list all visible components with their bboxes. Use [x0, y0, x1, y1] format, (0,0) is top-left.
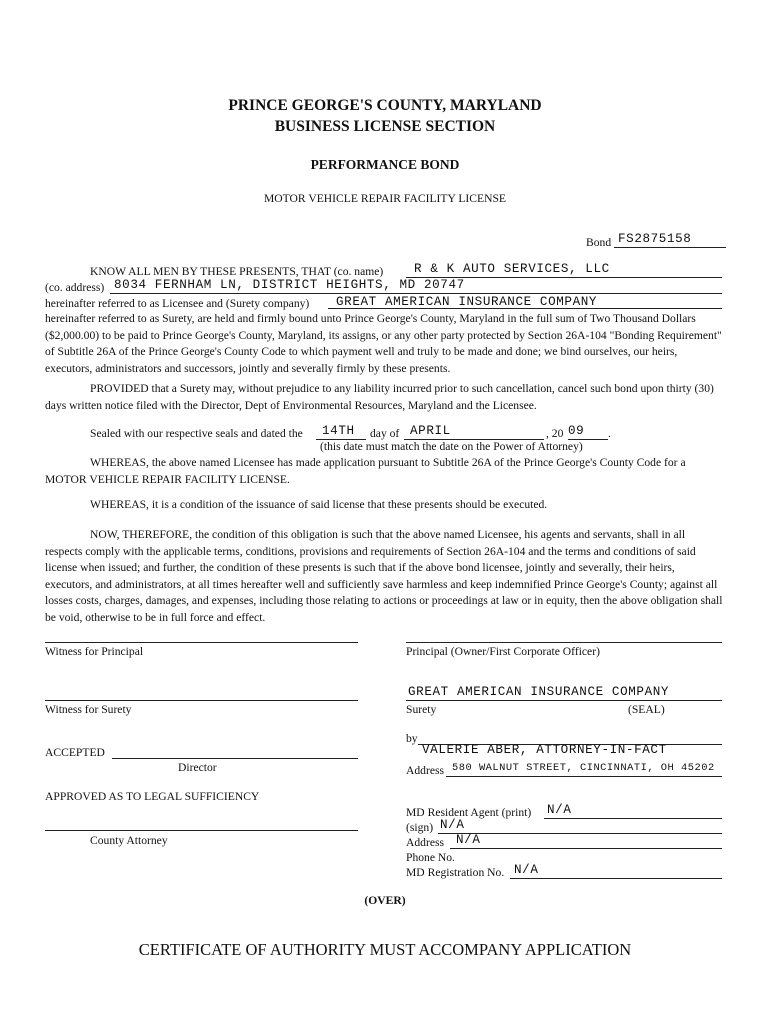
principal-label: Principal (Owner/First Corporate Officer) [406, 645, 600, 658]
know-all-lead: KNOW ALL MEN BY THESE PRESENTS, THAT (co. name) [90, 265, 384, 278]
sign-label: (sign) [406, 821, 434, 834]
month-field[interactable]: APRIL [410, 424, 451, 438]
attorney-in-fact-field[interactable]: VALERIE ABER, ATTORNEY-IN-FACT [422, 743, 667, 757]
whereas-condition: WHEREAS, it is a condition of the issuance of said license that these presents should be executed. [90, 498, 548, 511]
director-label: Director [178, 761, 217, 774]
resident-agent-field[interactable]: N/A [547, 803, 572, 817]
principal-line[interactable] [406, 642, 722, 643]
agent-address-line [450, 848, 722, 849]
resident-agent-label: MD Resident Agent (print) [406, 806, 532, 819]
over-label: (OVER) [364, 894, 406, 907]
accepted-label: ACCEPTED [45, 746, 105, 759]
whereas-application: WHEREAS, the above named Licensee has made application pursuant to Subtitle 26A of the Prince George's County Code for a MOTOR VEHICLE REPAIR FACILITY LICENSE. [45, 456, 686, 486]
bond-obligation-text: hereinafter referred to as Surety, are held and firmly bound unto Prince George's County, Maryland in the full sum of Two Thousand Dollars ($2,000.00) to be paid to Prince George's County, Maryland, its assigns, or any other party protected by Section 26A-104 "Bonding Requirement" of Subtitle 26A of the Prince George's County Code to which payment well and truly to be made and done; we bind ourselves, our heirs, executors, administrators and successors, jointly and severally firmly by these presents. [45, 312, 722, 375]
registration-line [510, 878, 722, 879]
surety-lead: hereinafter referred to as Licensee and (Surety company) [45, 297, 310, 310]
agent-address-field[interactable]: N/A [456, 833, 481, 847]
agent-address-label: Address [406, 836, 444, 849]
witness-surety-line[interactable] [45, 700, 358, 701]
company-address-line [110, 293, 722, 294]
director-signature-line[interactable] [112, 758, 358, 759]
registration-field[interactable]: N/A [514, 863, 539, 877]
section-title: BUSINESS LICENSE SECTION [274, 118, 496, 135]
year-field[interactable]: 09 [568, 424, 585, 438]
year-prefix: , 20 [546, 427, 564, 440]
sign-field[interactable]: N/A [440, 818, 465, 832]
county-title: PRINCE GEORGE'S COUNTY, MARYLAND [228, 97, 542, 114]
registration-label: MD Registration No. [406, 866, 505, 879]
form-title: PERFORMANCE BOND [310, 157, 460, 172]
surety-line [406, 700, 722, 701]
day-field[interactable]: 14TH [322, 424, 355, 438]
company-name-field[interactable]: R & K AUTO SERVICES, LLC [414, 262, 610, 276]
certificate-notice: CERTIFICATE OF AUTHORITY MUST ACCOMPANY APPLICATION [138, 940, 632, 959]
bond-number[interactable]: FS2875158 [618, 232, 692, 246]
witness-principal-line[interactable] [45, 642, 358, 643]
witness-surety-label: Witness for Surety [45, 703, 132, 716]
surety-name-field[interactable]: GREAT AMERICAN INSURANCE COMPANY [408, 685, 670, 699]
address-label: Address [406, 764, 444, 777]
bond-label: Bond [586, 236, 612, 249]
county-attorney-label: County Attorney [90, 834, 168, 847]
witness-principal-label: Witness for Principal [45, 645, 144, 658]
sealed-lead: Sealed with our respective seals and dated the [90, 427, 303, 440]
sign-line [438, 833, 722, 834]
surety-company-field[interactable]: GREAT AMERICAN INSURANCE COMPANY [336, 295, 598, 309]
company-address-label: (co. address) [45, 281, 105, 294]
date-note: (this date must match the date on the Power of Attorney) [320, 440, 583, 453]
surety-label: Surety [406, 703, 437, 716]
provided-paragraph: PROVIDED that a Surety may, without prejudice to any liability incurred prior to such cancellation, cancel such bond upon thirty (30) days written notice filed with the Director, Dept of Environmental Resources, Maryland and the Licensee. [45, 382, 714, 412]
seal-label: (SEAL) [628, 703, 665, 716]
by-label: by [406, 732, 418, 745]
company-address-field[interactable]: 8034 FERNHAM LN, DISTRICT HEIGHTS, MD 20747 [114, 278, 465, 292]
now-therefore-paragraph: NOW, THEREFORE, the condition of this obligation is such that the above named Licensee, his agents and servants, shall in all respects comply with the applicable terms, conditions, provisions and requirements of Section 26A-104 and the terms and conditions of said license when issued; and further, the condition of these presents is such that if the above bond licensee, jointly and severally, their heirs, executors, and administrators, at all times hereafter well and sufficiently save harmless and keep indemnified Prince George's County; against all losses costs, charges, damages, and expenses, including those relating to actions or proceedings at law or in equity, then the above obligation shall be void, otherwise to be in full force and effect. [45, 528, 723, 624]
phone-label: Phone No. [406, 851, 455, 864]
license-type: MOTOR VEHICLE REPAIR FACILITY LICENSE [264, 192, 506, 205]
county-attorney-line[interactable] [45, 830, 358, 831]
surety-address-field[interactable]: 580 WALNUT STREET, CINCINNATI, OH 45202 [452, 762, 715, 774]
sealed-period: . [608, 427, 611, 440]
address-line [446, 776, 722, 777]
bond-number-line [614, 247, 726, 248]
day-of-label: day of [370, 427, 400, 440]
resident-agent-line [544, 818, 722, 819]
approved-label: APPROVED AS TO LEGAL SUFFICIENCY [45, 790, 260, 803]
